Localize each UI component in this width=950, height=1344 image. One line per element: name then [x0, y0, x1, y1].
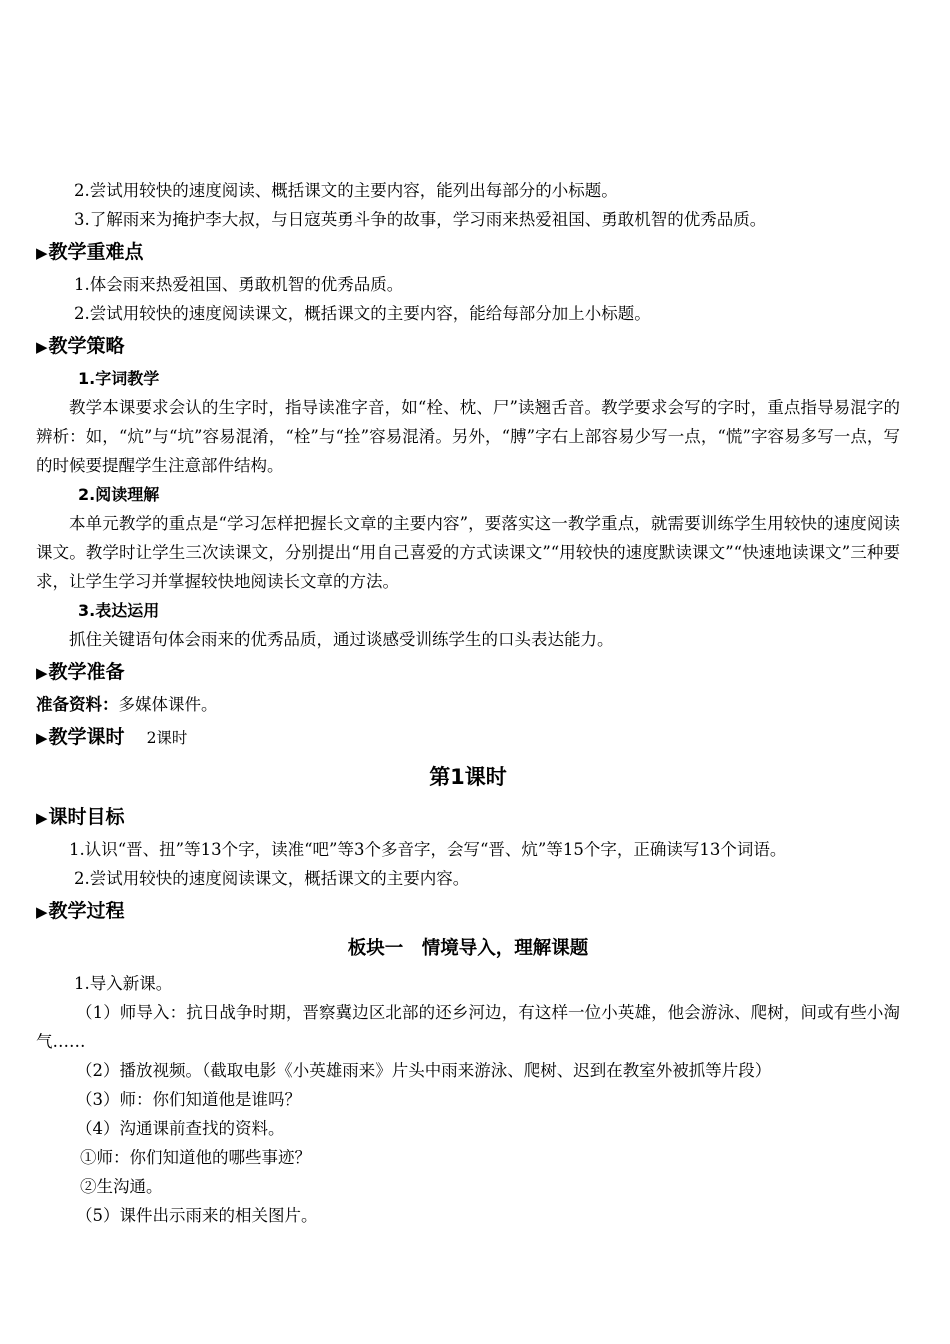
section-heading-strategy: ▶教学策略: [36, 329, 900, 364]
objective-item: 2.尝试用较快的速度阅读、概括课文的主要内容，能列出每部分的小标题。: [74, 181, 618, 200]
strategy-subheading: 1.字词教学: [78, 369, 160, 388]
triangle-right-icon: ▶: [36, 809, 48, 827]
hours-value: 2课时: [146, 729, 188, 747]
process-step: 1.导入新课。: [74, 974, 173, 993]
strategy-subheading: 2.阅读理解: [78, 485, 160, 504]
section-heading-process: ▶教学过程: [36, 894, 900, 929]
document-page: [36, 176, 900, 1230]
triangle-right-icon: ▶: [36, 338, 48, 356]
triangle-right-icon: ▶: [36, 664, 48, 682]
objective-item: 3.了解雨来为掩护李大叔，与日寇英勇斗争的故事，学习雨来热爱祖国、勇敢机智的优秀品质。: [74, 210, 767, 229]
triangle-right-icon: ▶: [36, 244, 48, 262]
strategy-subheading: 3.表达运用: [78, 601, 160, 620]
process-step: ①师：你们知道他的哪些事迹？: [80, 1148, 311, 1167]
strategy-paragraph: 抓住关键语句体会雨来的优秀品质，通过谈感受训练学生的口头表达能力。: [69, 630, 614, 649]
process-step: （4）沟通课前查找的资料。: [76, 1119, 285, 1138]
prep-label: 准备资料：: [36, 695, 119, 714]
process-step: （2）播放视频。（截取电影《小英雄雨来》片头中雨来游泳、爬树、迟到在教室外被抓等片段）: [76, 1061, 772, 1080]
process-step: （3）师：你们知道他是谁吗？: [76, 1090, 301, 1109]
key-point-item: 1.体会雨来热爱祖国、勇敢机智的优秀品质。: [74, 275, 404, 294]
triangle-right-icon: ▶: [36, 729, 48, 747]
triangle-right-icon: ▶: [36, 903, 48, 921]
goal-item: 2.尝试用较快的速度阅读课文，概括课文的主要内容。: [74, 869, 470, 888]
lesson-title: 第1课时: [429, 765, 507, 789]
process-step: （5）课件出示雨来的相关图片。: [76, 1206, 318, 1225]
strategy-paragraph: 教学本课要求会认的生字时，指导读准字音，如“栓、枕、尸”读翘舌音。教学要求会写的字时，重点指导易混字的辨析：如，“炕”与“坑”容易混淆，“栓”与“拴”容易混淆。另外，“膊”字右上部容易少写一点，“慌”字容易多写一点，写的时候要提醒学生注意部件结构。: [36, 398, 900, 475]
section-heading-prep: ▶教学准备: [36, 655, 900, 690]
process-step: （1）师导入：抗日战争时期，晋察冀边区北部的还乡河边，有这样一位小英雄，他会游泳、爬树，间或有些小淘气……: [36, 1003, 900, 1051]
prep-line: [36, 690, 900, 719]
section-heading-hours: ▶教学课时 2课时: [36, 720, 900, 755]
strategy-paragraph: 本单元教学的重点是“学习怎样把握长文章的主要内容”，要落实这一教学重点，就需要训练学生用较快的速度阅读课文。教学时让学生三次读课文，分别提出“用自己喜爱的方式读课文”“用较快的速度默读课文”“快速地读课文”三种要求，让学生学习并掌握较快地阅读长文章的方法。: [36, 514, 900, 591]
process-step: ②生沟通。: [80, 1177, 163, 1196]
section-heading-goals: ▶课时目标: [36, 800, 900, 835]
block-title: 板块一 情境导入，理解课题: [347, 938, 589, 959]
section-heading-key-points: ▶教学重难点: [36, 235, 900, 270]
prep-value: 多媒体课件。: [118, 695, 218, 714]
goal-item: 1.认识“晋、扭”等13个字，读准“吧”等3个多音字，会写“晋、炕”等15个字，正确读写13个词语。: [69, 840, 787, 859]
key-point-item: 2.尝试用较快的速度阅读课文，概括课文的主要内容，能给每部分加上小标题。: [74, 304, 651, 323]
